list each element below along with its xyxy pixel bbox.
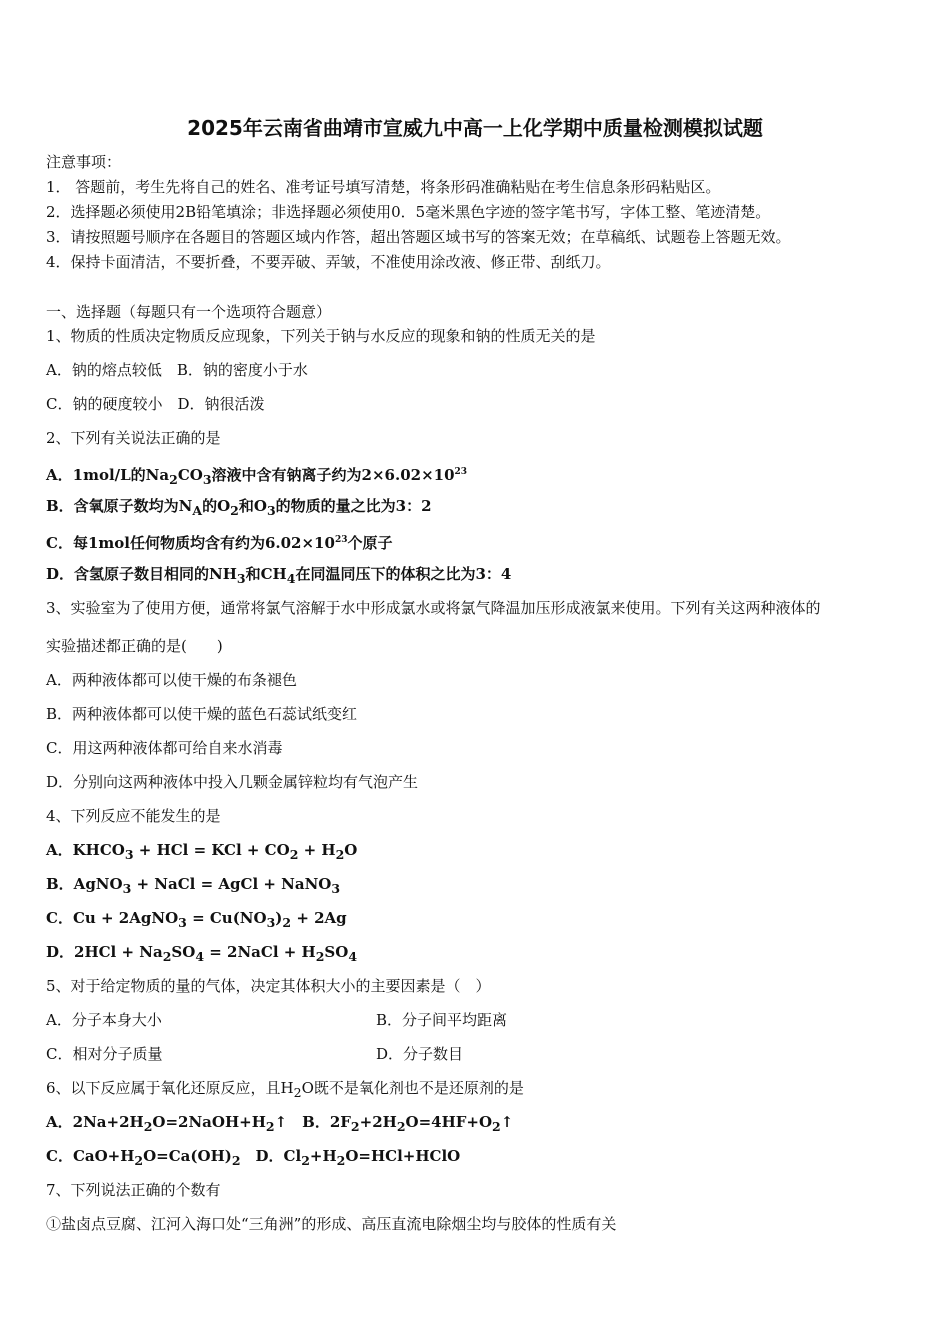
- section-heading: 一、选择题（每题只有一个选项符合题意）: [46, 303, 332, 321]
- superscript: 23: [454, 467, 468, 477]
- text: 6、以下反应属于氧化还原反应，且H: [46, 1079, 294, 1097]
- subscript: 2: [265, 1119, 275, 1134]
- text: SO: [324, 943, 349, 961]
- text: ): [275, 909, 283, 927]
- subscript: 4: [348, 949, 358, 964]
- text: C．CaO+H: [46, 1147, 135, 1165]
- notice-item: 1． 答题前，考生先将自己的姓名、准考证号填写清楚，将条形码准确粘贴在考生信息条形码粘贴区。: [46, 178, 721, 196]
- text: D．2HCl + Na: [46, 943, 163, 961]
- option-c: [46, 908, 347, 933]
- text: +2H: [359, 1113, 397, 1131]
- subscript: 2: [230, 503, 239, 518]
- subscript: 2: [289, 847, 299, 862]
- superscript: 23: [334, 535, 348, 545]
- option-b: [46, 496, 432, 521]
- subscript: 4: [195, 949, 205, 964]
- text: O既不是氧化剂也不是还原剂的是: [301, 1079, 524, 1097]
- question-stem: 实验描述都正确的是( ): [46, 637, 223, 655]
- question-stem: 2、下列有关说法正确的是: [46, 429, 221, 447]
- option-line: A．钠的熔点较低 B．钠的密度小于水: [46, 361, 308, 379]
- option-c: C．相对分子质量: [46, 1045, 163, 1063]
- option-line: C．钠的硬度较小 D．钠很活泼: [46, 395, 265, 413]
- text: 溶液中含有钠离子约为2×6.02×10: [211, 466, 455, 484]
- text: 和O: [238, 497, 267, 515]
- option-c: C．用这两种液体都可给自来水消毒: [46, 739, 283, 757]
- statement-item: ①盐卤点豆腐、江河入海口处“三角洲”的形成、高压直流电除烟尘均与胶体的性质有关: [46, 1215, 617, 1233]
- subscript: 2: [336, 1153, 346, 1168]
- notice-item: 3．请按照题号顺序在各题目的答题区域内作答，超出答题区域书写的答案无效；在草稿纸、试题卷上答题无效。: [46, 228, 791, 246]
- text: D．含氢原子数目相同的NH: [46, 565, 237, 583]
- option-d: [46, 942, 357, 967]
- text: + H: [298, 841, 336, 859]
- option-d: D．分别向这两种液体中投入几颗金属锌粒均有气泡产生: [46, 773, 419, 791]
- text: + 2Ag: [291, 909, 347, 927]
- option-a: [46, 462, 467, 490]
- text: + HCl = KCl + CO: [133, 841, 290, 859]
- option-d: D．分子数目: [376, 1045, 464, 1063]
- subscript: 3: [122, 881, 132, 896]
- page-title: 2025年云南省曲靖市宣威九中高一上化学期中质量检测模拟试题: [187, 116, 763, 140]
- subscript: 2: [293, 1085, 302, 1100]
- subscript: 2: [350, 1119, 360, 1134]
- text: 和CH: [245, 565, 287, 583]
- subscript: 2: [162, 949, 172, 964]
- text: C．每1mol任何物质均含有约为6.02×10: [46, 534, 335, 552]
- text: ↑: [500, 1113, 514, 1131]
- text: O=4HF+O: [405, 1113, 493, 1131]
- text: O=2NaOH+H: [152, 1113, 266, 1131]
- subscript: A: [192, 503, 203, 518]
- subscript: 2: [335, 847, 345, 862]
- text: + NaCl = AgCl + NaNO: [131, 875, 332, 893]
- question-stem: 4、下列反应不能发生的是: [46, 807, 221, 825]
- text: ↑ B．2F: [274, 1113, 351, 1131]
- subscript: 4: [286, 571, 296, 586]
- subscript: 2: [143, 1119, 153, 1134]
- question-stem: 5、对于给定物质的量的气体，决定其体积大小的主要因素是（ ）: [46, 977, 491, 995]
- text: D．Cl: [240, 1147, 302, 1165]
- text: = Cu(NO: [186, 909, 267, 927]
- text: A．KHCO: [46, 841, 125, 859]
- subscript: 3: [236, 571, 246, 586]
- question-stem: 1、物质的性质决定物质反应现象，下列关于钠与水反应的现象和钠的性质无关的是: [46, 327, 596, 345]
- subscript: 3: [266, 503, 276, 518]
- option-c: [46, 530, 392, 553]
- question-stem: 7、下列说法正确的个数有: [46, 1181, 221, 1199]
- text: SO: [171, 943, 196, 961]
- subscript: 3: [331, 881, 341, 896]
- option-a: [46, 840, 357, 865]
- question-stem: [46, 1078, 524, 1103]
- text: 的O: [202, 497, 231, 515]
- subscript: 2: [134, 1153, 144, 1168]
- text: C．Cu + 2AgNO: [46, 909, 179, 927]
- text: B．含氧原子数均为N: [46, 497, 193, 515]
- option-row: [46, 1010, 906, 1030]
- text: 在同温同压下的体积之比为3：4: [295, 565, 512, 583]
- notice-item: 4．保持卡面清洁，不要折叠，不要弄破、弄皱，不准使用涂改液、修正带、刮纸刀。: [46, 253, 611, 271]
- option-d: [46, 564, 511, 589]
- notice-heading: 注意事项：: [46, 153, 122, 171]
- text: CO: [177, 466, 203, 484]
- subscript: 3: [202, 472, 212, 487]
- option-b: [46, 874, 340, 899]
- text: O: [344, 841, 358, 859]
- option-b: B．分子间平均距离: [376, 1011, 508, 1029]
- subscript: 3: [266, 915, 276, 930]
- option-line: [46, 1146, 460, 1171]
- text: 个原子: [347, 534, 393, 552]
- text: O=HCl+HClO: [345, 1147, 461, 1165]
- option-line: [46, 1112, 513, 1137]
- subscript: 2: [301, 1153, 310, 1168]
- text: A．1mol/L的Na: [46, 466, 170, 484]
- option-a: A．两种液体都可以使干燥的布条褪色: [46, 671, 297, 689]
- subscript: 2: [231, 1153, 241, 1168]
- subscript: 3: [124, 847, 134, 862]
- subscript: 3: [178, 915, 187, 930]
- text: 的物质的量之比为3：2: [275, 497, 432, 515]
- text: B．AgNO: [46, 875, 123, 893]
- subscript: 2: [169, 472, 178, 487]
- text: = 2NaCl + H: [204, 943, 316, 961]
- text: +H: [309, 1147, 337, 1165]
- text: A．2Na+2H: [46, 1113, 144, 1131]
- text: O=Ca(OH): [143, 1147, 232, 1165]
- question-stem: 3、实验室为了使用方便，通常将氯气溶解于水中形成氯水或将氯气降温加压形成液氯来使用。下列有关这两种液体的: [46, 599, 821, 617]
- option-b: B．两种液体都可以使干燥的蓝色石蕊试纸变红: [46, 705, 358, 723]
- subscript: 2: [282, 915, 292, 930]
- option-a: A．分子本身大小: [46, 1011, 162, 1029]
- subscript: 2: [492, 1119, 501, 1134]
- subscript: 2: [396, 1119, 406, 1134]
- notice-item: 2．选择题必须使用2B铅笔填涂；非选择题必须使用0．5毫米黑色字迹的签字笔书写，字体工整、笔迹清楚。: [46, 203, 771, 221]
- subscript: 2: [315, 949, 325, 964]
- option-row: [46, 1044, 906, 1064]
